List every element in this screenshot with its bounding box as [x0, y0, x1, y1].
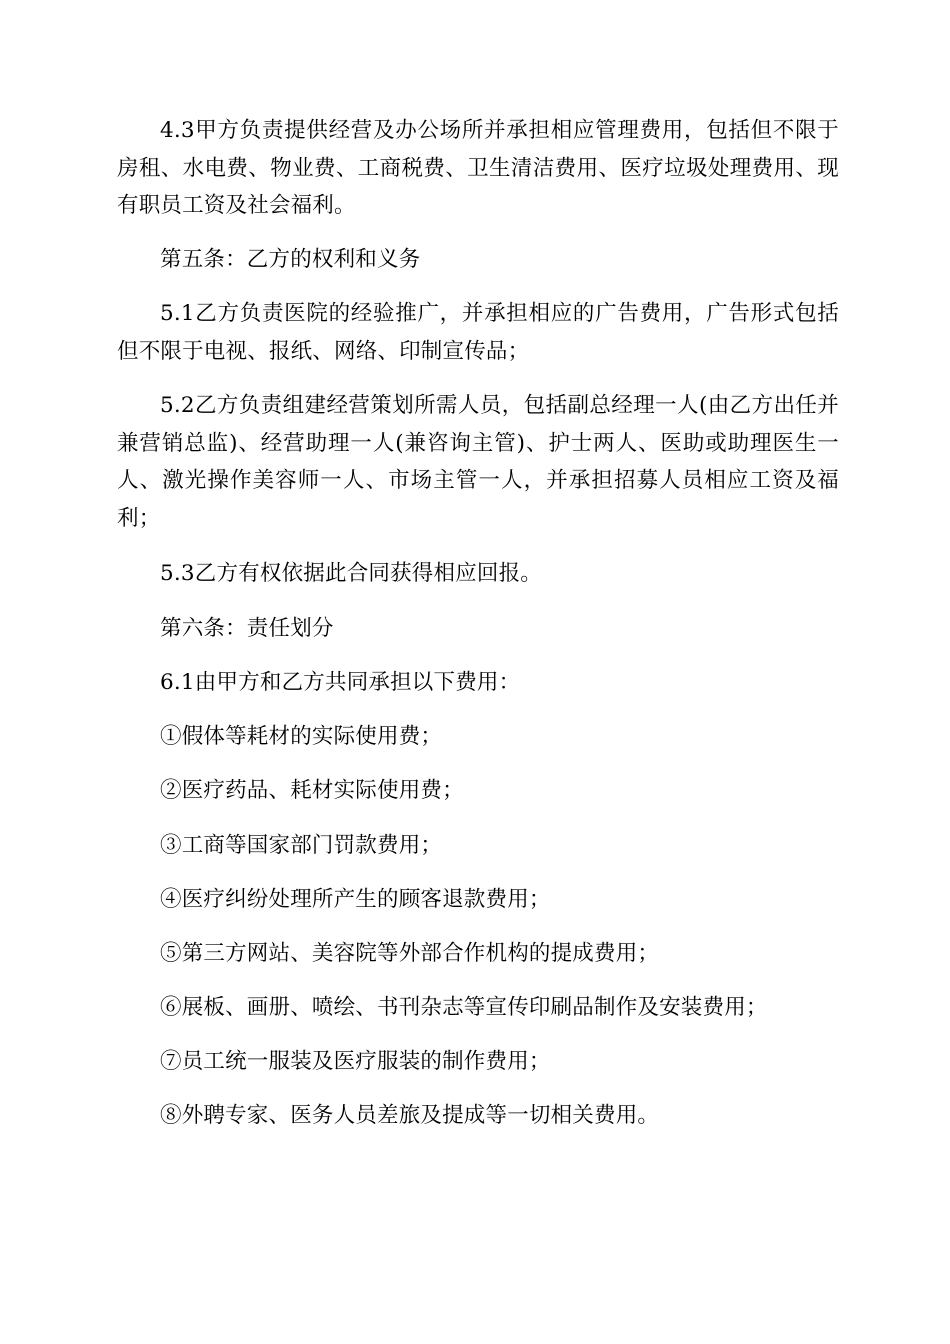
list-item-2: ②医疗药品、耗材实际使用费；: [160, 778, 464, 803]
list-item-8: ⑧外聘专家、医务人员差旅及提成等一切相关费用。: [160, 1103, 660, 1128]
list-item-1: ①假体等耗材的实际使用费；: [160, 724, 443, 749]
paragraph-5-3: 5.3乙方有权依据此合同获得相应回报。: [160, 561, 542, 586]
paragraph-4-3: 4.3甲方负责提供经营及办公场所并承担相应管理费用，包括但不限于房租、水电费、物业费、工商税费、卫生清洁费用、医疗垃圾处理费用、现有职员工资及社会福利。: [117, 118, 839, 218]
article-6-heading: 第六条：责任划分: [160, 616, 334, 641]
list-item-4: ④医疗纠纷处理所产生的顾客退款费用；: [160, 887, 551, 912]
paragraph-6-1: 6.1由甲方和乙方共同承担以下费用：: [160, 670, 521, 695]
paragraph-5-2: 5.2乙方负责组建经营策划所需人员，包括副总经理一人(由乙方出任并兼营销总监)、经营助理一人(兼咨询主管)、护士两人、医助或助理医生一人、激光操作美容师一人、市场主管一人，并承担招募人员相应工资及福利；: [117, 393, 839, 531]
list-item-3: ③工商等国家部门罚款费用；: [160, 833, 443, 858]
list-item-5: ⑤第三方网站、美容院等外部合作机构的提成费用；: [160, 941, 660, 966]
list-item-7: ⑦员工统一服装及医疗服装的制作费用；: [160, 1049, 551, 1074]
paragraph-5-1: 5.1乙方负责医院的经验推广，并承担相应的广告费用，广告形式包括但不限于电视、报纸、网络、印制宣传品；: [117, 301, 839, 364]
list-item-6: ⑥展板、画册、喷绘、书刊杂志等宣传印刷品制作及安装费用；: [160, 995, 768, 1020]
article-5-heading: 第五条：乙方的权利和义务: [160, 247, 421, 272]
